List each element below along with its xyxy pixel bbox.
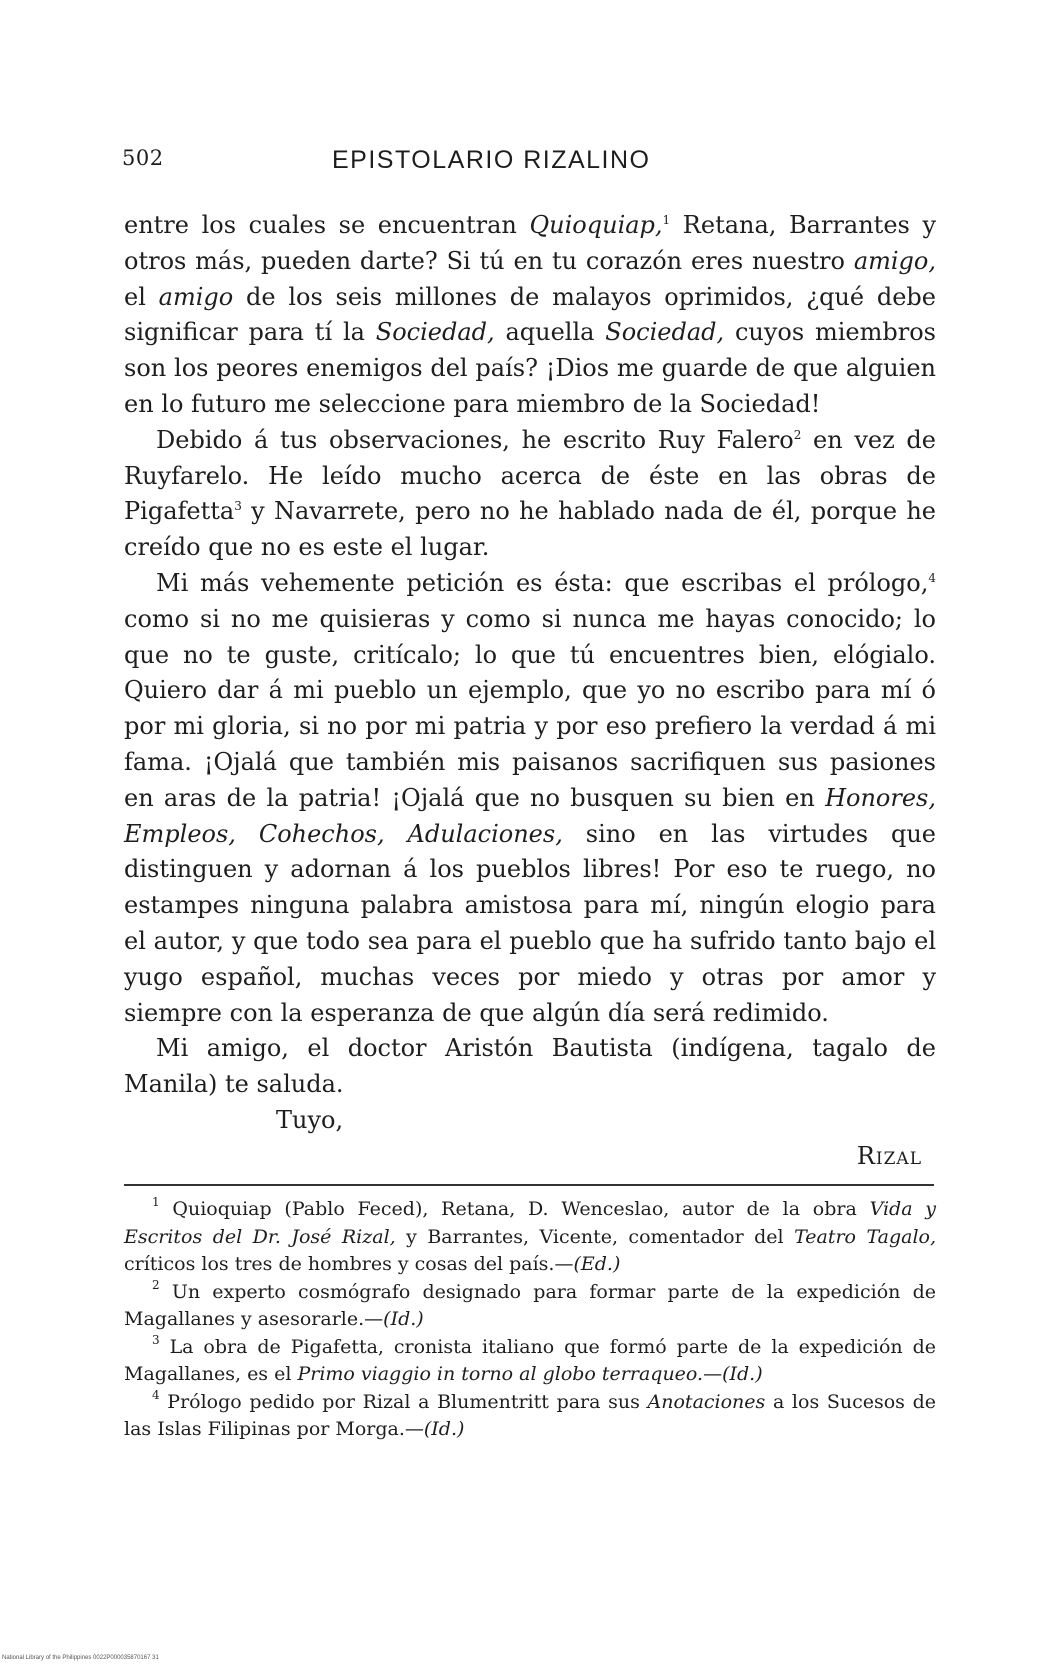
signature: Rizal <box>856 1141 922 1170</box>
footnote-4: $^4$ Prólogo pedido por Rizal a Blumentritt para sus Anotaciones a los Sucesos de las Islas Filipinas por Morga.—(Id.) <box>124 1387 936 1440</box>
page-number: 502 <box>122 146 164 170</box>
library-watermark: National Library of the Philippines 0022P000035870167 31 <box>2 1655 159 1661</box>
closing: Tuyo, <box>276 1105 344 1134</box>
footnote-ref-4: 4 <box>928 570 936 585</box>
paragraph-3: Mi más vehemente petición es ésta: que escribas el prólogo,$^4$ como si no me quisieras y como si nunca me hayas conocido; lo que no te guste, critícalo; lo que tú encuentres bien, elógialo. Quiero dar á mi pueblo un ejemplo, que yo no escribo para mí ó por mi gloria, si no por mi patria y por eso prefiero la verdad á mi fama. ¡Ojalá que también mis paisanos sacrifiquen sus pasiones en aras de la patria! ¡Ojalá que no busquen su bien en Honores, Empleos, Cohechos, Adulaciones, sino en las virtudes que distinguen y adornan á los pueblos libres! Por eso te ruego, no estampes ninguna palabra amistosa para mí, ningún elogio para el autor, y que todo sea para el pueblo que ha sufrido tanto bajo el yugo español, muchas veces por miedo y otras por amor y siempre con la esperanza de que algún día será redimido. <box>124 568 936 1027</box>
paragraph-1: entre los cuales se encuentran Quioquiap,$^1$ Retana, Barrantes y otros más, pueden darte? Si tú en tu corazón eres nuestro amigo, el amigo de los seis millones de malayos oprimidos, ¿qué debe significar para tí la Sociedad, aquella Sociedad, cuyos miembros son los peores enemigos del país? ¡Dios me guarde de que alguien en lo futuro me seleccione para miembro de la Sociedad! <box>124 211 937 418</box>
footnote-ref-1: 1 <box>662 213 671 227</box>
footnote-ref-3: 3 <box>234 499 242 514</box>
footnote-ref-2: 2 <box>793 427 802 442</box>
footnote-3: $^3$ La obra de Pigafetta, cronista italiano que formó parte de la expedición de Magallanes, es el Primo viaggio in torno al globo terraqueo.—(Id.) <box>124 1332 936 1385</box>
page-header <box>122 146 932 182</box>
paragraph-4: Mi amigo, el doctor Aristón Bautista (indígena, tagalo de Manila) te saluda. <box>124 1034 936 1099</box>
footnotes <box>124 1196 936 1444</box>
footnote-2: $^2$ Un experto cosmógrafo designado para formar parte de la expedición de Magallanes y asesorarle.—(Id.) <box>124 1277 936 1330</box>
footnote-divider <box>124 1184 934 1186</box>
footnote-1: $^1$ Quioquiap (Pablo Feced), Retana, D. Wenceslao, autor de la obra Vida y Escritos del Dr. José Rizal, y Barrantes, Vicente, comentador del Teatro Tagalo, críticos los tres de hombres y cosas del país.—(Ed.) <box>124 1195 937 1275</box>
paragraph-2: Debido á tus observaciones, he escrito Ruy Falero$^2$ en vez de Ruyfarelo. He leído mucho acerca de éste en las obras de Pigafetta$^3$ y Navarrete, pero no he hablado nada de él, porque he creído que no es este el lugar. <box>124 425 936 562</box>
running-title: EPISTOLARIO RIZALINO <box>332 146 651 174</box>
letter-body <box>124 208 936 1175</box>
